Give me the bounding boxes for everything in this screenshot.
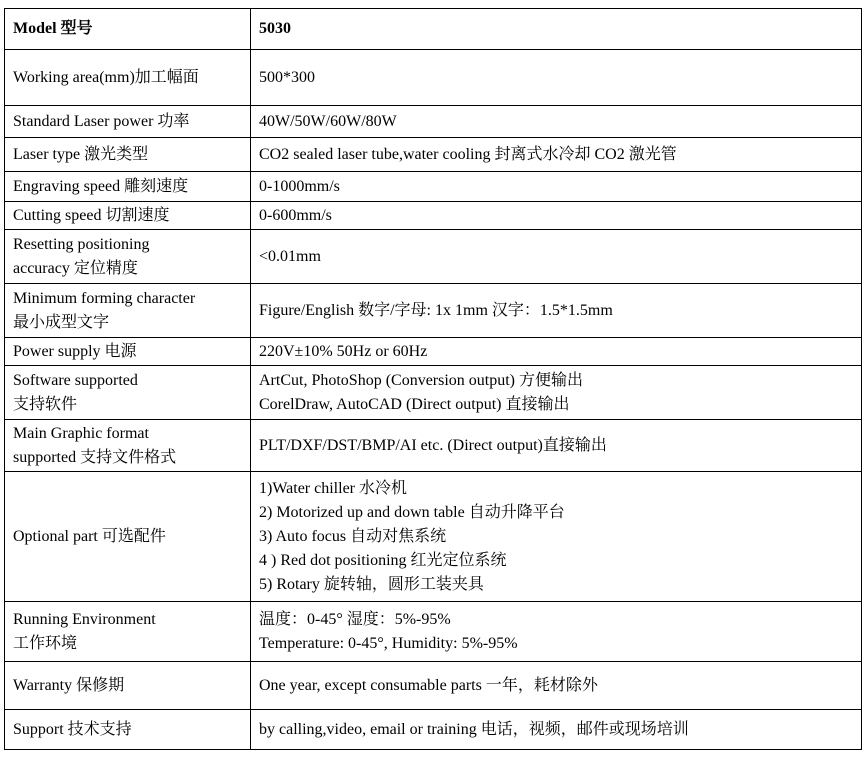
table-row [5,202,862,230]
table-row [5,230,862,284]
table-row [5,710,862,750]
table-row [5,338,862,366]
row-label: Power supply 电源 [5,338,251,366]
table-row [5,106,862,138]
row-value: <0.01mm [251,230,862,284]
row-label: Standard Laser power 功率 [5,106,251,138]
row-label: Minimum forming character 最小成型文字 [5,284,251,338]
table-row [5,472,862,602]
row-label: Main Graphic format supported 支持文件格式 [5,420,251,472]
row-value: 1)Water chiller 水冷机 2) Motorized up and down table 自动升降平台 3) Auto focus 自动对焦系统 4 ) Red dot positioning 红光定位系统 5) Rotary 旋转轴，圆形工装夹具 [251,472,862,602]
row-value: One year, except consumable parts 一年，耗材除外 [251,662,862,710]
row-label: Support 技术支持 [5,710,251,750]
row-value: 220V±10% 50Hz or 60Hz [251,338,862,366]
row-label: Engraving speed 雕刻速度 [5,172,251,202]
row-value: 500*300 [251,50,862,106]
row-value: ArtCut, PhotoShop (Conversion output) 方便输出 CorelDraw, AutoCAD (Direct output) 直接输出 [251,366,862,420]
row-value: PLT/DXF/DST/BMP/AI etc. (Direct output)直接输出 [251,420,862,472]
table-row [5,284,862,338]
table-row [5,602,862,662]
row-value: 40W/50W/60W/80W [251,106,862,138]
row-label: Resetting positioning accuracy 定位精度 [5,230,251,284]
row-label: Cutting speed 切割速度 [5,202,251,230]
row-value: 温度：0-45° 湿度：5%-95% Temperature: 0-45°, Humidity: 5%-95% [251,602,862,662]
table-row [5,172,862,202]
row-label: Software supported 支持软件 [5,366,251,420]
header-value: 5030 [251,9,862,50]
row-label: Warranty 保修期 [5,662,251,710]
row-value: 0-600mm/s [251,202,862,230]
table-row [5,420,862,472]
row-value: by calling,video, email or training 电话，视频，邮件或现场培训 [251,710,862,750]
row-label: Working area(mm)加工幅面 [5,50,251,106]
row-label: Running Environment 工作环境 [5,602,251,662]
row-label: Laser type 激光类型 [5,138,251,172]
header-label: Model 型号 [5,9,251,50]
table-row [5,138,862,172]
table-row [5,50,862,106]
table-row [5,366,862,420]
table-row [5,662,862,710]
row-value: Figure/English 数字/字母: 1x 1mm 汉字：1.5*1.5mm [251,284,862,338]
row-value: 0-1000mm/s [251,172,862,202]
row-label: Optional part 可选配件 [5,472,251,602]
table-header-row [5,9,862,50]
spec-table [4,8,862,750]
row-value: CO2 sealed laser tube,water cooling 封离式水冷却 CO2 激光管 [251,138,862,172]
